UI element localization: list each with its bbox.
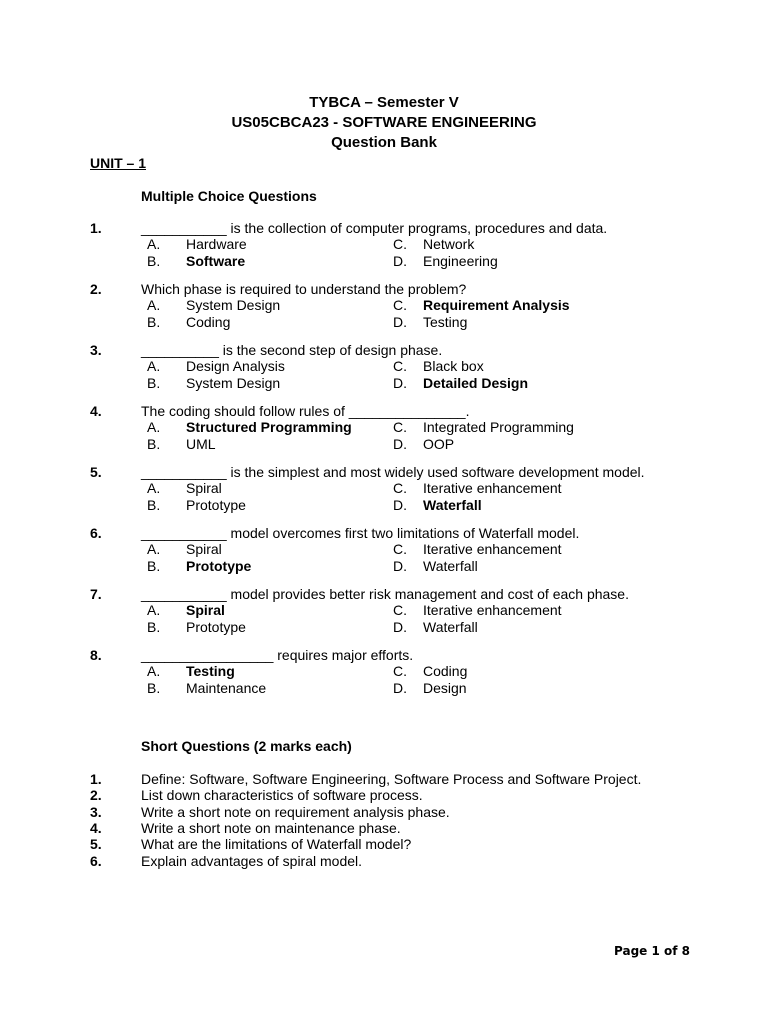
mcq-item — [0, 525, 768, 577]
option-letter-b: B. — [147, 619, 161, 635]
short-question-text: Define: Software, Software Engineering, Software Process and Software Project. — [141, 771, 642, 787]
mcq-question-text: The coding should follow rules of _______________. — [141, 403, 470, 419]
option-a-correct-answer: Structured Programming — [186, 419, 352, 435]
option-letter-c: C. — [393, 480, 407, 496]
option-c: Iterative enhancement — [423, 480, 562, 496]
option-c: Iterative enhancement — [423, 541, 562, 557]
option-letter-a: A. — [147, 358, 161, 374]
short-question-text: Explain advantages of spiral model. — [141, 852, 363, 869]
option-letter-a: A. — [147, 480, 161, 496]
option-d: Design — [423, 680, 467, 696]
mcq-question-text: Which phase is required to understand the problem? — [141, 281, 467, 297]
mcq-number: 7. — [90, 586, 102, 602]
short-question-number: 6. — [90, 852, 102, 869]
short-question-number: 5. — [90, 836, 102, 853]
short-questions-heading: Short Questions (2 marks each) — [141, 738, 352, 754]
mcq-heading: Multiple Choice Questions — [141, 188, 317, 204]
option-c-correct-answer: Requirement Analysis — [423, 297, 570, 313]
mcq-item — [0, 586, 768, 638]
option-b: UML — [186, 436, 216, 452]
option-b: System Design — [186, 375, 281, 391]
short-question-text: Write a short note on requirement analysis phase. — [141, 803, 450, 820]
option-letter-b: B. — [147, 253, 161, 269]
mcq-number: 2. — [90, 281, 102, 297]
option-letter-a: A. — [147, 419, 161, 435]
short-question-item — [0, 836, 768, 853]
option-d: Testing — [423, 314, 468, 330]
option-letter-c: C. — [393, 236, 407, 252]
option-a: System Design — [186, 297, 281, 313]
mcq-number: 4. — [90, 403, 102, 419]
mcq-item — [0, 403, 768, 455]
short-question-text: What are the limitations of Waterfall model? — [141, 836, 412, 853]
option-letter-a: A. — [147, 541, 161, 557]
option-letter-b: B. — [147, 680, 161, 696]
option-letter-d: D. — [393, 497, 407, 513]
option-c: Coding — [423, 663, 468, 679]
mcq-question-text: _________________ requires major efforts. — [141, 647, 414, 663]
short-question-item — [0, 771, 768, 788]
short-question-text: Write a short note on maintenance phase. — [141, 819, 401, 836]
option-letter-a: A. — [147, 602, 161, 618]
option-c: Iterative enhancement — [423, 602, 562, 618]
option-a-correct-answer: Testing — [186, 663, 235, 679]
mcq-number: 3. — [90, 342, 102, 358]
document-title-line1: TYBCA – Semester V — [309, 94, 459, 111]
option-letter-b: B. — [147, 375, 161, 391]
option-a: Spiral — [186, 541, 222, 557]
option-b-correct-answer: Prototype — [186, 558, 252, 574]
mcq-question-text: __________ is the second step of design phase. — [141, 342, 443, 358]
option-c: Network — [423, 236, 475, 252]
option-letter-c: C. — [393, 541, 407, 557]
mcq-number: 6. — [90, 525, 102, 541]
short-question-number: 2. — [90, 787, 102, 804]
option-a: Spiral — [186, 480, 222, 496]
mcq-number: 8. — [90, 647, 102, 663]
option-d-correct-answer: Detailed Design — [423, 375, 529, 391]
mcq-question-text: ___________ model provides better risk management and cost of each phase. — [141, 586, 629, 602]
mcq-item — [0, 464, 768, 516]
mcq-number: 1. — [90, 220, 102, 236]
option-b: Prototype — [186, 497, 246, 513]
option-letter-a: A. — [147, 236, 161, 252]
option-d: Waterfall — [423, 558, 478, 574]
mcq-question-text: ___________ model overcomes first two limitations of Waterfall model. — [141, 525, 580, 541]
option-d: OOP — [423, 436, 455, 452]
option-letter-b: B. — [147, 497, 161, 513]
option-letter-b: B. — [147, 436, 161, 452]
mcq-number: 5. — [90, 464, 102, 480]
option-letter-c: C. — [393, 663, 407, 679]
option-c: Integrated Programming — [423, 419, 574, 435]
short-question-item — [0, 787, 768, 804]
option-letter-c: C. — [393, 419, 407, 435]
option-letter-a: A. — [147, 663, 161, 679]
option-b: Maintenance — [186, 680, 267, 696]
option-a: Design Analysis — [186, 358, 285, 374]
mcq-question-text: ___________ is the simplest and most widely used software development model. — [141, 464, 645, 480]
mcq-item — [0, 647, 768, 699]
option-d-correct-answer: Waterfall — [423, 497, 482, 513]
short-question-number: 1. — [90, 771, 102, 787]
unit-heading: UNIT – 1 — [90, 155, 147, 171]
mcq-item — [0, 342, 768, 394]
option-letter-c: C. — [393, 602, 407, 618]
option-letter-d: D. — [393, 375, 407, 391]
mcq-question-text: ___________ is the collection of computer programs, procedures and data. — [141, 220, 608, 236]
document-title-course: US05CBCA23 - SOFTWARE ENGINEERING — [231, 114, 537, 131]
option-a: Hardware — [186, 236, 247, 252]
option-letter-c: C. — [393, 297, 407, 313]
option-b: Coding — [186, 314, 231, 330]
option-b-correct-answer: Software — [186, 253, 246, 269]
short-question-text: List down characteristics of software process. — [141, 787, 423, 804]
option-letter-c: C. — [393, 358, 407, 374]
mcq-item — [0, 281, 768, 333]
option-letter-d: D. — [393, 314, 407, 330]
option-d: Waterfall — [423, 619, 478, 635]
option-letter-d: D. — [393, 558, 407, 574]
page-number: Page 1 of 8 — [614, 944, 690, 958]
option-letter-b: B. — [147, 314, 161, 330]
option-a-correct-answer: Spiral — [186, 602, 225, 618]
short-question-number: 3. — [90, 803, 102, 820]
option-letter-d: D. — [393, 619, 407, 635]
option-c: Black box — [423, 358, 484, 374]
short-question-item — [0, 804, 768, 821]
option-letter-d: D. — [393, 436, 407, 452]
option-letter-d: D. — [393, 680, 407, 696]
short-question-item — [0, 853, 768, 870]
option-letter-b: B. — [147, 558, 161, 574]
option-d: Engineering — [423, 253, 498, 269]
option-letter-d: D. — [393, 253, 407, 269]
document-title-question-bank: Question Bank — [331, 134, 437, 151]
short-question-item — [0, 820, 768, 837]
option-letter-a: A. — [147, 297, 161, 313]
mcq-item — [0, 220, 768, 272]
option-b: Prototype — [186, 619, 246, 635]
short-question-number: 4. — [90, 819, 102, 836]
